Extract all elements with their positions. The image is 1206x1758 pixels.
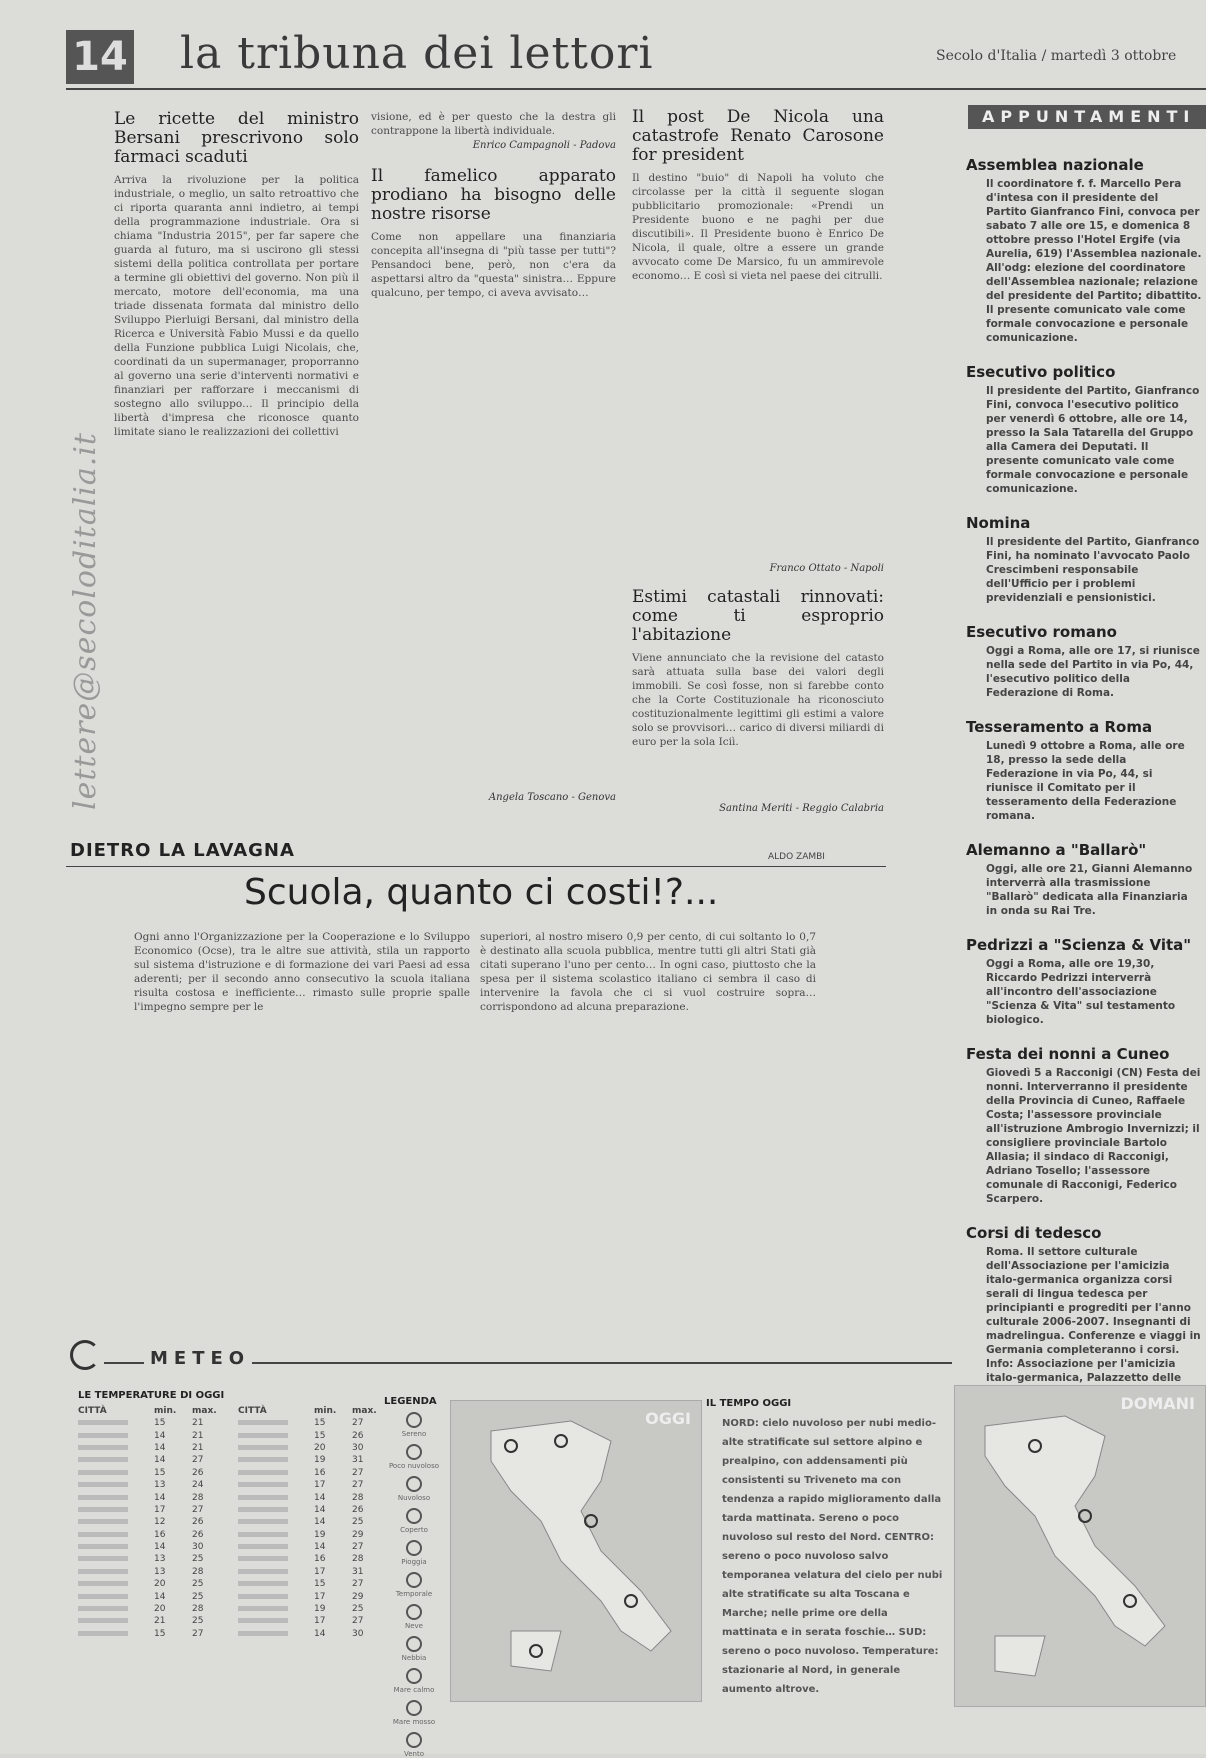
city-cell <box>78 1578 154 1590</box>
min-temp-cell: 20 <box>314 1442 326 1453</box>
max-temp-cell: 31 <box>352 1566 364 1577</box>
legend-label: Temporale <box>395 1590 433 1598</box>
weather-icon <box>406 1572 422 1588</box>
min-temp-cell: 14 <box>154 1542 166 1553</box>
min-temp-cell: 15 <box>314 1430 326 1441</box>
city-cell <box>78 1566 154 1578</box>
city-cell <box>238 1590 314 1602</box>
max-temp-cell: 25 <box>192 1616 204 1627</box>
city-cell <box>238 1603 314 1615</box>
max-temp-cell: 21 <box>192 1430 204 1441</box>
min-temp-cell: 16 <box>154 1529 166 1540</box>
italy-map-tomorrow <box>955 1386 1205 1706</box>
appuntamento-text: Roma. Il settore culturale dell'Associazione per l'amicizia italo-germanica organizza corsi serali di lingua tedesca per principianti e progrediti per l'anno culturale 2006-2007. Insegnanti di madrelingua. Conferenze e viaggi in Germania completeranno i corsi. Info: Associazione per l'amicizia italo-germanica, Palazzetto delle <box>986 1246 1201 1384</box>
appuntamento-title: Nomina <box>966 514 1031 532</box>
temperature-row <box>238 1578 390 1590</box>
appuntamento-title: Assemblea nazionale <box>966 156 1144 174</box>
temperature-row <box>78 1566 230 1578</box>
city-cell <box>238 1429 314 1441</box>
city-cell <box>78 1628 154 1640</box>
appuntamento-item <box>966 156 1202 345</box>
max-temp-cell: 29 <box>352 1529 364 1540</box>
weather-icon <box>406 1412 422 1428</box>
max-temp-cell: 31 <box>352 1455 364 1466</box>
city-cell <box>78 1590 154 1602</box>
max-temp-cell: 26 <box>192 1517 204 1528</box>
min-temp-cell: 16 <box>314 1554 326 1565</box>
weather-icon <box>406 1476 422 1492</box>
temperature-row <box>238 1491 390 1503</box>
city-cell <box>238 1417 314 1429</box>
letter-signature: Angela Toscano - Genova <box>488 792 616 803</box>
legend-item <box>384 1700 444 1726</box>
feature-column-2: superiori, al nostro misero 0,9 per cento, di cui soltanto lo 0,7 è destinato alla scuola pubblica, mentre tutti gli altri Stati già citati superano l'uno per cento… In ogni caso, piuttosto che la spesa per il sistema scolastico italiano ci sembra il caso di intervenire la favola che ci si vuol costruire sopra… corrispondono ad alcuna preparazione. <box>480 931 816 1013</box>
temperature-row <box>78 1628 230 1640</box>
city-cell <box>238 1442 314 1454</box>
min-temp-cell: 14 <box>154 1442 166 1453</box>
city-cell <box>238 1566 314 1578</box>
appuntamento-text: Oggi, alle ore 21, Gianni Alemanno interverrà alla trasmissione "Ballarò" dedicata alla Finanziaria in onda su Rai Tre. <box>986 863 1193 917</box>
max-temp-cell: 21 <box>192 1442 204 1453</box>
temperature-row <box>78 1491 230 1503</box>
min-temp-cell: 15 <box>154 1418 166 1429</box>
letter-body: visione, ed è per questo che la destra gli contrappone la libertà individuale. <box>371 111 616 137</box>
letter-signature: Enrico Campagnoli - Padova <box>472 140 616 151</box>
min-temp-cell: 14 <box>314 1492 326 1503</box>
min-temp-cell: 17 <box>314 1480 326 1491</box>
legend-label: Mare calmo <box>393 1686 435 1694</box>
letter-column-3 <box>632 107 884 814</box>
min-temp-cell: 14 <box>154 1492 166 1503</box>
temperature-row <box>78 1417 230 1429</box>
max-temp-cell: 30 <box>352 1628 364 1639</box>
temperature-row <box>78 1454 230 1466</box>
temperature-row <box>238 1429 390 1441</box>
legend-label: Sereno <box>401 1430 427 1438</box>
appuntamento-item <box>966 718 1202 823</box>
city-cell <box>238 1504 314 1516</box>
appuntamento-text: Oggi a Roma, alle ore 17, si riunisce nella sede del Partito in via Po, 44, l'esecutivo politico della Federazione di Roma. <box>986 645 1200 699</box>
city-cell <box>78 1504 154 1516</box>
temperature-row <box>78 1467 230 1479</box>
legend-label: Poco nuvoloso <box>388 1462 440 1470</box>
temperature-row <box>238 1442 390 1454</box>
temperature-header: LE TEMPERATURE DI OGGI <box>78 1390 225 1401</box>
min-temp-cell: 17 <box>314 1616 326 1627</box>
appuntamento-item <box>966 936 1202 1027</box>
letter-headline: Le ricette del ministro Bersani prescrivono solo farmaci scaduti <box>114 109 359 167</box>
letter-body: Come non appellare una finanziaria concepita all'insegna di "più tasse per tutti"? Pensandoci bene, però, non c'era da aspettarsi altro da "questa" sinistra… Eppure qualcuno, per tempo, ci aveva avvisato… <box>371 231 616 299</box>
appuntamento-item <box>966 623 1202 700</box>
legend-item <box>384 1476 444 1502</box>
temperature-row <box>238 1529 390 1541</box>
legend-label: Nebbia <box>401 1654 427 1662</box>
city-cell <box>78 1541 154 1553</box>
city-cell <box>238 1553 314 1565</box>
weather-icon <box>406 1636 422 1652</box>
appuntamento-text: Giovedì 5 a Racconigi (CN) Festa dei nonni. Interverranno il presidente della Provincia di Cuneo, Raffaele Costa; l'assessore provinciale all'istruzione Ambrogio Invernizzi; il consigliere provinciale Bartolo Allasia; il sindaco di Racconigi, Adriano Tosello; l'assessore comunale di Racconigi, Federico Scarpero. <box>986 1067 1201 1205</box>
city-cell <box>78 1467 154 1479</box>
appuntamento-item <box>966 841 1202 918</box>
max-temp-cell: 30 <box>192 1542 204 1553</box>
letter-body: Il destino "buio" di Napoli ha voluto che circolasse per la città il seguente slogan pubblicitario promozionale: «Prendi un Presidente buono e ne paghi per due discutibili». Il Presidente buono è Enrico De Nicola, il quale, oltre a essere un grande avvocato come De Marsico, fu un ammirevole economo… E così si vieta nel paese dei citrulli. <box>632 172 884 282</box>
temperature-table-left <box>78 1406 230 1640</box>
city-cell <box>238 1491 314 1503</box>
city-cell <box>238 1628 314 1640</box>
city-cell <box>78 1479 154 1491</box>
legend-item <box>384 1732 444 1758</box>
weather-icon <box>406 1444 422 1460</box>
city-cell <box>78 1454 154 1466</box>
city-cell <box>78 1491 154 1503</box>
col-header-city: CITTÀ <box>238 1406 267 1416</box>
max-temp-cell: 27 <box>352 1467 364 1478</box>
feature-title: Scuola, quanto ci costi!?... <box>244 872 719 913</box>
legend-item <box>384 1668 444 1694</box>
max-temp-cell: 28 <box>192 1492 204 1503</box>
min-temp-cell: 13 <box>154 1480 166 1491</box>
temperature-row <box>238 1603 390 1615</box>
temperature-row <box>78 1442 230 1454</box>
publication-date: Secolo d'Italia / martedì 3 ottobre <box>936 48 1177 64</box>
legend-item <box>384 1604 444 1630</box>
appuntamento-text: Il presidente del Partito, Gianfranco Fini, ha nominato l'avvocato Paolo Crescimbeni responsabile dell'Ufficio per i problemi previdenziali e pensionistici. <box>986 536 1200 604</box>
min-temp-cell: 14 <box>314 1628 326 1639</box>
letter-headline: Il post De Nicola una catastrofe Renato Carosone for president <box>632 107 884 165</box>
legend-item <box>384 1636 444 1662</box>
min-temp-cell: 13 <box>154 1566 166 1577</box>
temperature-row <box>78 1553 230 1565</box>
temperature-row <box>78 1541 230 1553</box>
meteo-rule-left <box>104 1362 144 1364</box>
city-cell <box>78 1603 154 1615</box>
min-temp-cell: 17 <box>314 1566 326 1577</box>
appuntamento-title: Esecutivo romano <box>966 623 1117 641</box>
max-temp-cell: 27 <box>352 1418 364 1429</box>
weather-icon <box>406 1700 422 1716</box>
min-temp-cell: 14 <box>154 1430 166 1441</box>
min-temp-cell: 20 <box>154 1604 166 1615</box>
max-temp-cell: 27 <box>352 1542 364 1553</box>
legend-item <box>384 1444 444 1470</box>
col-header-max: max. <box>192 1406 217 1416</box>
legend-item <box>384 1572 444 1598</box>
max-temp-cell: 28 <box>352 1554 364 1565</box>
italy-map-today <box>451 1401 701 1701</box>
max-temp-cell: 27 <box>192 1504 204 1515</box>
max-temp-cell: 27 <box>352 1579 364 1590</box>
feature-column-1: Ogni anno l'Organizzazione per la Cooperazione e lo Sviluppo Economico (Ocse), tra le altre sue attività, stila un rapporto sul sistema d'istruzione e di formazione dei vari Paesi ad essa aderenti; per il secondo anno consecutivo la scuola italiana risulta costosa e inefficiente… rimasto sulle proprie spalle l'impegno sempre per le <box>134 931 470 1013</box>
appuntamento-title: Pedrizzi a "Scienza & Vita" <box>966 936 1192 954</box>
appuntamento-text: Oggi a Roma, alle ore 19,30, Riccardo Pedrizzi interverrà all'incontro dell'associazione "Scienza & Vita" sul testamento biologico. <box>986 958 1176 1026</box>
letter-body: Arriva la rivoluzione per la politica industriale, o meglio, un salto retroattivo che ci riporta quaranta anni indietro, ai tempi della programmazione industriale. Ora si chiama "Industria 2015", per far sapere che guarda al futuro, ma si uscirono gli stessi sistemi della politica controllata per portare a termine gli obiettivi del governo. Non più il mercato, motore dell'economia, ma una triade dissenata formata dal ministro dello Sviluppo Pierluigi Bersani, dal ministro della Ricerca e Università Fabio Mussi e da quello della Funzione pubblica Luigi Nicolais, che, coordinati da un supermanager, proporranno al governo una serie d'interventi normativi e finanziari per rafforzare i meccanismi di sostegno allo sviluppo… Il principio della libertà d'impresa che riconosce quanto limitate siano le realizzazioni dei collettivi <box>114 174 359 438</box>
appuntamento-title: Esecutivo politico <box>966 363 1116 381</box>
min-temp-cell: 15 <box>154 1628 166 1639</box>
meteo-rule <box>252 1362 952 1364</box>
letter-signature: Santina Meriti - Reggio Calabria <box>719 803 884 814</box>
weather-icon <box>406 1604 422 1620</box>
max-temp-cell: 26 <box>192 1529 204 1540</box>
city-cell <box>238 1479 314 1491</box>
max-temp-cell: 27 <box>192 1628 204 1639</box>
legend-label: Neve <box>405 1622 423 1630</box>
temperature-row <box>78 1603 230 1615</box>
appuntamento-text: Lunedì 9 ottobre a Roma, alle ore 18, presso la sede della Federazione in via Po, 44, si riunisce il Comitato per il tesseramento della Federazione romana. <box>986 740 1185 822</box>
legend-list <box>384 1412 444 1758</box>
city-cell <box>238 1467 314 1479</box>
max-temp-cell: 25 <box>352 1604 364 1615</box>
legend-header: LEGENDA <box>384 1396 437 1407</box>
letter-column-2 <box>371 110 616 805</box>
legend-label: Pioggia <box>401 1558 427 1566</box>
meteo-title: METEO <box>150 1348 251 1369</box>
legend-item <box>384 1540 444 1566</box>
section-title: la tribuna dei lettori <box>180 28 654 79</box>
temperature-row <box>238 1615 390 1627</box>
masthead-rule <box>66 88 1206 90</box>
col-header-max: max. <box>352 1406 377 1416</box>
min-temp-cell: 15 <box>154 1467 166 1478</box>
weather-icon <box>406 1540 422 1556</box>
temperature-row <box>78 1590 230 1602</box>
min-temp-cell: 14 <box>314 1542 326 1553</box>
appuntamento-item <box>966 1045 1202 1206</box>
temperature-table-right <box>238 1406 390 1640</box>
temperature-row <box>238 1566 390 1578</box>
feature-author: ALDO ZAMBI <box>768 852 825 862</box>
max-temp-cell: 26 <box>352 1504 364 1515</box>
min-temp-cell: 19 <box>314 1529 326 1540</box>
weather-icon <box>406 1732 422 1748</box>
city-cell <box>78 1442 154 1454</box>
map-tomorrow <box>954 1385 1206 1707</box>
temperature-row <box>78 1529 230 1541</box>
min-temp-cell: 14 <box>154 1591 166 1602</box>
temperature-row <box>78 1429 230 1441</box>
legend-label: Nuvoloso <box>397 1494 431 1502</box>
min-temp-cell: 13 <box>154 1554 166 1565</box>
appuntamenti-list <box>966 156 1202 1384</box>
map-tomorrow-label: DOMANI <box>1120 1394 1195 1413</box>
max-temp-cell: 27 <box>192 1455 204 1466</box>
max-temp-cell: 28 <box>192 1566 204 1577</box>
appuntamento-item <box>966 514 1202 605</box>
min-temp-cell: 20 <box>154 1579 166 1590</box>
city-cell <box>238 1541 314 1553</box>
page-number: 14 <box>66 30 134 84</box>
col-header-min: min. <box>154 1406 177 1416</box>
city-cell <box>78 1553 154 1565</box>
appuntamento-title: Corsi di tedesco <box>966 1224 1102 1242</box>
temperature-row <box>238 1553 390 1565</box>
feature-rule <box>66 866 886 867</box>
appuntamento-text: Il presidente del Partito, Gianfranco Fini, convoca l'esecutivo politico per venerdì 6 ottobre, alle ore 14, presso la Sala Tatarella del Gruppo alla Camera dei Deputati. Il presente comunicato vale come formale convocazione e personale comunicazione. <box>986 385 1200 495</box>
temperature-row <box>238 1417 390 1429</box>
city-cell <box>78 1516 154 1528</box>
letter-body: Viene annunciato che la revisione del catasto sarà attuata sulla base dei valori degli immobili. Se così fosse, non si farebbe conto che la Corte Costituzionale ha riconosciuto costituzionalmente legittimi gli estimi a valore solo se provvisori… carico di diversi miliardi di euro per la sola Iciì. <box>632 652 884 748</box>
min-temp-cell: 19 <box>314 1604 326 1615</box>
city-cell <box>238 1615 314 1627</box>
min-temp-cell: 14 <box>314 1504 326 1515</box>
city-cell <box>238 1578 314 1590</box>
max-temp-cell: 30 <box>352 1442 364 1453</box>
appuntamento-item <box>966 363 1202 496</box>
temperature-row <box>78 1578 230 1590</box>
tempo-header: IL TEMPO OGGI <box>706 1398 792 1409</box>
max-temp-cell: 25 <box>352 1517 364 1528</box>
city-cell <box>78 1615 154 1627</box>
map-today <box>450 1400 702 1702</box>
max-temp-cell: 28 <box>192 1604 204 1615</box>
weather-icon <box>406 1668 422 1684</box>
min-temp-cell: 14 <box>154 1455 166 1466</box>
max-temp-cell: 28 <box>352 1492 364 1503</box>
weather-icon <box>406 1508 422 1524</box>
appuntamento-text: Il coordinatore f. f. Marcello Pera d'intesa con il presidente del Partito Gianfranco Fini, convoca per sabato 7 alle ore 15, e domenica 8 ottobre presso l'Hotel Ergife (via Aurelia, 619) l'Assemblea nazionale. All'odg: elezione del coordinatore dell'Assemblea nazionale; relazione del presidente del Partito; dibattito. Il presente comunicato vale come formale convocazione e personale comunicazione. <box>986 178 1202 344</box>
max-temp-cell: 25 <box>192 1579 204 1590</box>
temperature-row <box>238 1516 390 1528</box>
appuntamento-title: Alemanno a "Ballarò" <box>966 841 1147 859</box>
min-temp-cell: 17 <box>314 1591 326 1602</box>
city-cell <box>238 1529 314 1541</box>
tempo-text: NORD: cielo nuvoloso per nubi medio-alte stratificate sul settore alpino e prealpino, con addensamenti più consistenti su Triveneto ma con tendenza a rapido miglioramento dalla tarda mattinata. Sereno o poco nuvoloso sul resto del Nord. CENTRO: sereno o poco nuvoloso salvo temporanea velatura del cielo per nubi alte stratificate su alta Toscana e Marche; nelle prime ore della mattinata e in serata foschie… SUD: sereno o poco nuvoloso. Temperature: stazionarie al Nord, in generale aumento altrove. <box>722 1418 943 1695</box>
max-temp-cell: 27 <box>352 1480 364 1491</box>
temperature-row <box>238 1541 390 1553</box>
letter-headline: Il famelico apparato prodiano ha bisogno delle nostre risorse <box>371 166 616 224</box>
min-temp-cell: 14 <box>314 1517 326 1528</box>
min-temp-cell: 15 <box>314 1418 326 1429</box>
max-temp-cell: 26 <box>192 1467 204 1478</box>
max-temp-cell: 26 <box>352 1430 364 1441</box>
max-temp-cell: 27 <box>352 1616 364 1627</box>
max-temp-cell: 29 <box>352 1591 364 1602</box>
min-temp-cell: 15 <box>314 1579 326 1590</box>
legend-label: Coperto <box>400 1526 428 1534</box>
temperature-row <box>78 1479 230 1491</box>
letter-signature: Franco Ottato - Napoli <box>769 563 884 574</box>
appuntamento-title: Festa dei nonni a Cuneo <box>966 1045 1170 1063</box>
city-cell <box>238 1516 314 1528</box>
appuntamenti-header: APPUNTAMENTI <box>968 105 1206 129</box>
map-today-label: OGGI <box>645 1409 691 1428</box>
appuntamento-title: Tesseramento a Roma <box>966 718 1153 736</box>
feature-band-label: DIETRO LA LAVAGNA <box>70 840 295 861</box>
city-cell <box>78 1429 154 1441</box>
temperature-row <box>238 1504 390 1516</box>
temperature-row <box>78 1504 230 1516</box>
max-temp-cell: 24 <box>192 1480 204 1491</box>
temperature-row <box>238 1467 390 1479</box>
legend-item <box>384 1412 444 1438</box>
legend-label: Mare mosso <box>392 1718 436 1726</box>
legend-item <box>384 1508 444 1534</box>
min-temp-cell: 17 <box>154 1504 166 1515</box>
temperature-row <box>78 1615 230 1627</box>
temperature-row <box>238 1590 390 1602</box>
letters-email[interactable]: lettere@secoloditalia.it <box>68 432 103 810</box>
temperature-row <box>238 1454 390 1466</box>
temperature-row <box>238 1628 390 1640</box>
min-temp-cell: 16 <box>314 1467 326 1478</box>
min-temp-cell: 12 <box>154 1517 166 1528</box>
temperature-row <box>78 1516 230 1528</box>
letter-bersani <box>114 110 359 805</box>
min-temp-cell: 19 <box>314 1455 326 1466</box>
city-cell <box>78 1529 154 1541</box>
legend-label: Vento <box>403 1750 424 1758</box>
temperature-row <box>238 1479 390 1491</box>
city-cell <box>78 1417 154 1429</box>
letter-headline: Estimi catastali rinnovati: come ti esproprio l'abitazione <box>632 587 884 645</box>
col-header-min: min. <box>314 1406 337 1416</box>
max-temp-cell: 25 <box>192 1591 204 1602</box>
col-header-city: CITTÀ <box>78 1406 107 1416</box>
meteo-logo-icon <box>70 1340 100 1370</box>
max-temp-cell: 25 <box>192 1554 204 1565</box>
max-temp-cell: 21 <box>192 1418 204 1429</box>
min-temp-cell: 21 <box>154 1616 166 1627</box>
city-cell <box>238 1454 314 1466</box>
